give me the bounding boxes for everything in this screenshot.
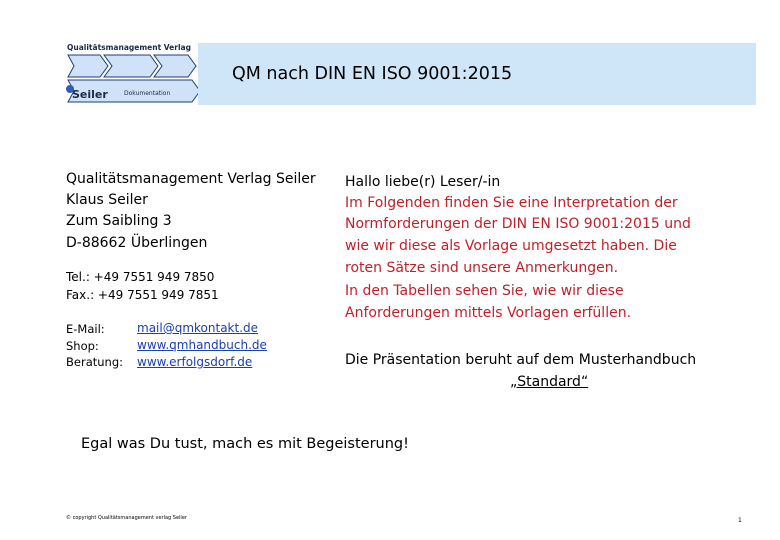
remark-line: Im Folgenden finden Sie eine Interpretation der [345,195,678,211]
company-name: Qualitätsmanagement Verlag Seiler [66,171,316,187]
email-label: E-Mail: [66,322,105,336]
shop-label: Shop: [66,339,99,353]
contact-person: Klaus Seiler [66,192,148,208]
logo-subtitle: Dokumentation [124,90,171,97]
fax-number: Fax.: +49 7551 949 7851 [66,288,219,302]
copyright-notice: © copyright Qualitätsmanagement verlag Seiler [66,515,187,521]
phone-number: Tel.: +49 7551 949 7850 [66,270,215,284]
page-number: 1 [738,517,742,524]
consulting-link[interactable]: www.erfolgsdorf.de [137,355,253,369]
remark-line: In den Tabellen sehen Sie, wie wir diese [345,283,624,299]
logo-brand: Seiler [72,88,108,101]
handbook-link[interactable]: „Standard“ [510,374,589,390]
tagline: Egal was Du tust, mach es mit Begeisterung! [81,436,409,452]
presentation-note: Die Präsentation beruht auf dem Musterhandbuch [345,352,697,368]
remark-line: Anforderungen mittels Vorlagen erfüllen. [345,305,632,321]
page-title: QM nach DIN EN ISO 9001:2015 [232,64,513,84]
remark-line: roten Sätze sind unsere Anmerkungen. [345,260,619,276]
shop-link[interactable]: www.qmhandbuch.de [137,338,267,352]
street-address: Zum Saibling 3 [66,213,172,229]
greeting: Hallo liebe(r) Leser/-in [345,174,501,190]
consulting-label: Beratung: [66,355,124,369]
email-link[interactable]: mail@qmkontakt.de [137,321,259,335]
city-address: D-88662 Überlingen [66,235,208,251]
remark-line: wie wir diese als Vorlage umgesetzt haben. Die [345,238,677,254]
logo-title: Qualitätsmanagement Verlag [67,43,191,52]
remark-line: Normforderungen der DIN EN ISO 9001:2015 und [345,216,691,232]
